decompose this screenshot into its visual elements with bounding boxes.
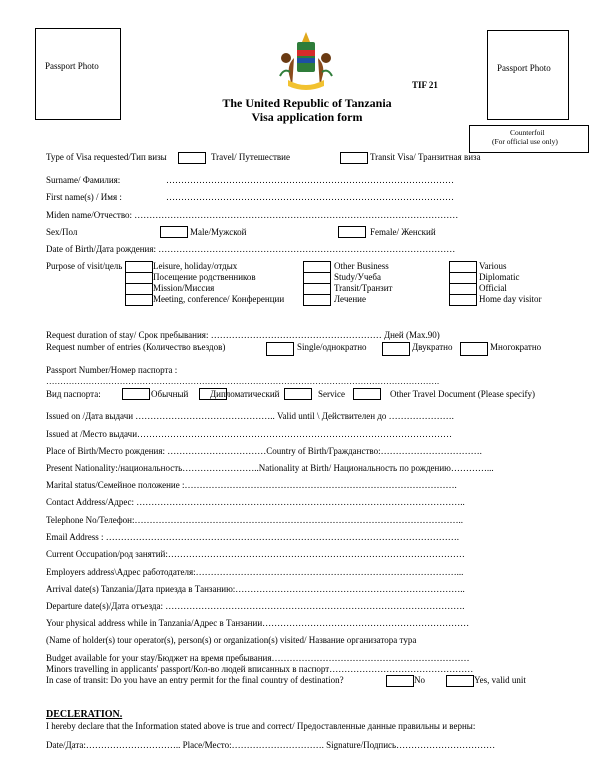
entries-double-label: Двукратно	[412, 342, 453, 352]
signature-line[interactable]: Date/Дата:………………………….. Place/Место:…………………………. Signature/Подпись……………………………	[46, 740, 496, 750]
page-subtitle: Visa application form	[251, 110, 363, 124]
purpose-option: Transit/Транзит	[334, 283, 393, 293]
first-name-label: First name(s) / Имя :	[46, 192, 122, 202]
declaration-text: I hereby declare that the Information stated above is true and correct/ Предоставленные данные правильны и верны:	[46, 721, 476, 731]
purpose-checkbox-col3-3[interactable]	[449, 294, 477, 306]
entries-multiple-label: Многократно	[490, 342, 542, 352]
transit-no-checkbox[interactable]	[386, 675, 414, 687]
visa-travel-label: Travel/ Путешествие	[211, 152, 290, 162]
passport-number-label: Passport Number/Номер паспорта :	[46, 365, 178, 375]
passport-other-checkbox[interactable]	[353, 388, 381, 400]
stay-duration-field[interactable]: Request duration of stay/ Срок пребывания: ………………………………………………… Дней (Max.90)	[46, 330, 440, 340]
entries-double-checkbox[interactable]	[382, 342, 410, 356]
page-title: The United Republic of Tanzania	[222, 96, 392, 110]
purpose-option: Diplomatic	[479, 272, 520, 282]
passport-photo-label-right: Passport Photo	[497, 63, 551, 73]
purpose-checkbox-col2-3[interactable]	[303, 294, 331, 306]
sex-male-label: Male/Мужской	[190, 227, 247, 237]
visa-type-label: Type of Visa requested/Тип визы	[46, 152, 167, 162]
email-field[interactable]: Email Address : ……………………………………………………………………………………………………….	[46, 532, 459, 542]
transit-yes-label: Yes, valid unit	[474, 675, 526, 685]
entries-single-label: Single/однократно	[297, 342, 367, 352]
purpose-option: Лечение	[334, 294, 366, 304]
purpose-option: Mission/Миссия	[153, 283, 215, 293]
passport-photo-box-left	[35, 28, 121, 120]
purpose-option: Home day visitor	[479, 294, 542, 304]
purpose-option: Leisure, holiday/отдых	[153, 261, 238, 271]
minors-field[interactable]: Minors travelling in applicants' passport/Кол-во людей вписанных в паспорт…………………………………………	[46, 664, 474, 674]
nationality-field[interactable]: Present Nationality:/национальность……………………..Nationality at Birth/ Национальность по рождению…………...	[46, 463, 494, 473]
employer-address-field[interactable]: Employers address\Адрес работодателя:……………………………………………………………………………...	[46, 567, 464, 577]
visa-type-checkbox-1[interactable]	[178, 152, 206, 164]
passport-ordinary-checkbox[interactable]	[122, 388, 150, 400]
counterfoil-note: (For official use only)	[492, 137, 558, 146]
first-name-field[interactable]: ……………………………………………………………………………………	[166, 192, 454, 202]
passport-type-label: Вид паспорта:	[46, 389, 101, 399]
purpose-option: Meeting, conference/ Конференции	[153, 294, 285, 304]
counterfoil-label: Counterfoil	[510, 128, 545, 137]
dob-field[interactable]: Date of Birth/Дата рождения: ………………………………………………………………………………………	[46, 244, 456, 254]
place-of-birth-field[interactable]: Place of Birth/Место рождения: ……………………………Country of Birth/Гражданство:…………………………….	[46, 446, 482, 456]
purpose-label: Purpose of visit/цель	[46, 261, 123, 271]
sex-female-checkbox[interactable]	[338, 226, 366, 238]
purpose-option: Посещение родственников	[153, 272, 256, 282]
passport-diplomatic-label: Дипломатический	[210, 389, 280, 399]
passport-other-label: Other Travel Document (Please specify)	[390, 389, 535, 399]
departure-date-field[interactable]: Departure date(s)/Дата отъезда: ……………………………………………………………………………………….	[46, 601, 465, 611]
telephone-field[interactable]: Telephone No/Телефон:………………………………………………………………………………………………..	[46, 515, 463, 525]
sex-label: Sex/Пол	[46, 227, 78, 237]
entries-label: Request number of entries (Количество въездов)	[46, 342, 226, 352]
passport-service-checkbox[interactable]	[284, 388, 312, 400]
arrival-date-field[interactable]: Arrival date(s) Tanzania/Дата приезда в Танзанию:…………………………………………………………………..	[46, 584, 465, 594]
entries-multiple-checkbox[interactable]	[460, 342, 488, 356]
contact-address-field[interactable]: Contact Address/Адрес: ………………………………………………………………………………………………..	[46, 497, 465, 507]
entries-single-checkbox[interactable]	[266, 342, 294, 356]
surname-label: Surname/ Фамилия:	[46, 175, 121, 185]
counterfoil-box	[469, 125, 589, 153]
occupation-field[interactable]: Current Occupation/род занятий:………………………………………………………………………………………	[46, 549, 465, 559]
issued-at-field[interactable]: Issued at /Место выдачи……………………………………………………………………………………………	[46, 429, 453, 439]
visa-transit-label: Transit Visa/ Транзитная виза	[370, 152, 481, 162]
purpose-option: Study/Учеба	[334, 272, 381, 282]
purpose-option: Official	[479, 283, 507, 293]
physical-address-field[interactable]: Your physical address while in Tanzania/Адрес в Танзании……………………………………………………………	[46, 618, 470, 628]
declaration-heading: DECLERATION.	[46, 709, 123, 720]
maiden-name-field[interactable]: Miden name/Отчество: ………………………………………………………………………………………………	[46, 210, 459, 220]
purpose-option: Other Business	[334, 261, 389, 271]
coat-of-arms-emblem	[270, 28, 342, 94]
budget-field[interactable]: Budget available for your stay/Бюджет на время пребывания…………………………………………………………	[46, 653, 470, 663]
transit-yes-checkbox[interactable]	[446, 675, 474, 687]
surname-field[interactable]: ……………………………………………………………………………………	[166, 175, 454, 185]
passport-service-label: Service	[318, 389, 345, 399]
passport-photo-label-left: Passport Photo	[45, 61, 99, 71]
purpose-checkbox-col1-3[interactable]	[125, 294, 153, 306]
purpose-option: Various	[479, 261, 507, 271]
marital-status-field[interactable]: Marital status/Семейное положение :……………………………………………………………………………….	[46, 480, 457, 490]
passport-photo-box-right	[487, 30, 569, 120]
transit-no-label: No	[414, 675, 425, 685]
sex-male-checkbox[interactable]	[160, 226, 188, 238]
visa-travel-checkbox[interactable]	[340, 152, 368, 164]
tour-operator-field[interactable]: (Name of holder(s) tour operator(s), person(s) or organization(s) visited/ Название организатора тура	[46, 635, 417, 645]
passport-number-field[interactable]: ………………………………………………………………………………………………………………………….	[46, 376, 440, 386]
transit-question: In case of transit: Do you have an entry permit for the final country of destination?	[46, 675, 344, 685]
sex-female-label: Female/ Женский	[370, 227, 436, 237]
form-code: TIF 21	[412, 80, 438, 90]
issued-on-field[interactable]: Issued on /Дата выдачи ……………………………………….. Valid until \ Действителен до ………………….	[46, 411, 454, 421]
passport-ordinary-label: Обычный	[151, 389, 189, 399]
